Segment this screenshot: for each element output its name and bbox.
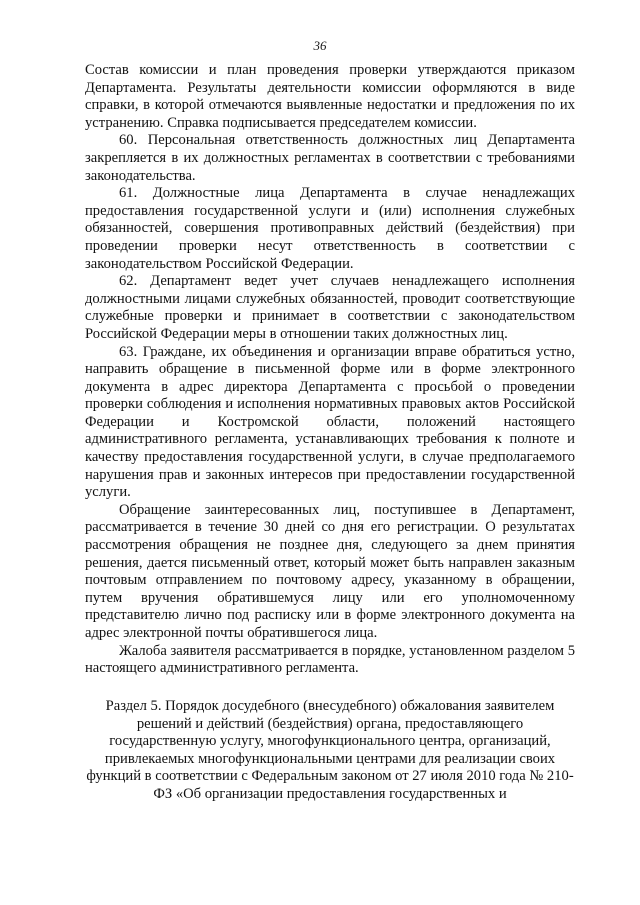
- paragraph-63: 63. Граждане, их объединения и организации вправе обратиться устно, направить обращение в письменной форме или в форме электронного документа в адрес директора Департамента с просьбой о проведении проверки соблюдения и исполнения нормативных правовых актов Российской Федерации и Костромской области, положений настоящего административного регламента, устанавливающих требования к полноте и качеству предоставления государственной услуги, в случае предполагаемого нарушения прав и законных интересов при предоставлении государственной услуги.: [85, 343, 575, 501]
- page-number: 36: [313, 38, 327, 53]
- section-5-heading-block: [85, 698, 575, 804]
- paragraph-60: 60. Персональная ответственность должностных лиц Департамента закрепляется в их должностных регламентах в соответствии с требованиями законодательства.: [85, 132, 575, 184]
- document-body: [85, 62, 575, 678]
- paragraph-61: 61. Должностные лица Департамента в случае ненадлежащих предоставления государственной услуги и (или) исполнения служебных обязанностей, совершения противоправных действий (бездействия) при проведении проверки несут ответственность в соответствии с законодательством Российской Федерации.: [85, 185, 575, 272]
- paragraph-intro: Состав комиссии и план проведения проверки утверждаются приказом Департамента. Результаты деятельности комиссии оформляются в виде справки, в которой отмечаются выявленные недостатки и предложения по их устранению. Справка подписывается председателем комиссии.: [85, 62, 575, 131]
- paragraph-complaint: Жалоба заявителя рассматривается в порядке, установленном разделом 5 настоящего административного регламента.: [85, 642, 575, 677]
- paragraph-appeal-review: Обращение заинтересованных лиц, поступившее в Департамент, рассматривается в течение 30 дней со дня его регистрации. О результатах рассмотрения обращения не позднее дня, следующего за днем принятия решения, дается письменный ответ, который может быть направлен заказным почтовым отправлением по почтовому адресу, указанному в обращении, путем вручения обратившемуся лицу или его уполномоченному представителю лично под расписку или в форме электронного документа на адрес электронной почты обратившегося лица.: [85, 501, 575, 641]
- section-heading: Раздел 5. Порядок досудебного (внесудебного) обжалования заявителем решений и действий (бездействия) органа, предоставляющего государственную услугу, многофункционального центра, организаций, привлекаемых многофункциональными центрами для реализации своих функций в соответствии с Федеральным законом от 27 июля 2010 года № 210-ФЗ «Об организации предоставления государственных и: [86, 698, 574, 802]
- paragraph-62: 62. Департамент ведет учет случаев ненадлежащего исполнения должностными лицами служебных обязанностей, проводит соответствующие служебные проверки и принимает в соответствии с законодательством Российской Федерации меры в отношении таких должностных лиц.: [85, 273, 575, 342]
